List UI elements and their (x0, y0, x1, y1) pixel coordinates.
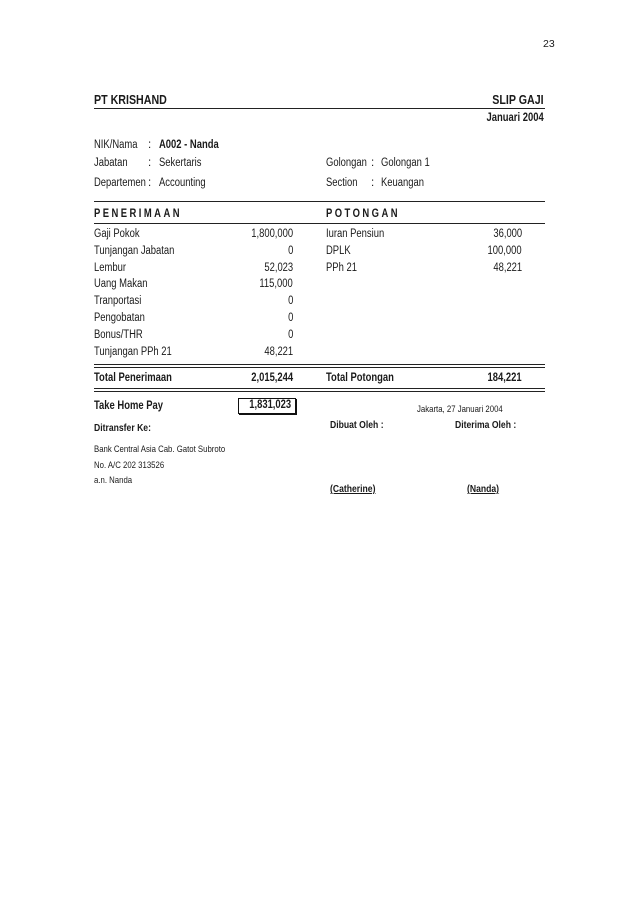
totals-bottom-rule-1 (94, 388, 545, 389)
totals-top-rule-2 (94, 367, 545, 368)
company-name: PT KRISHAND (94, 92, 167, 107)
nik-label: NIK/Nama (94, 139, 138, 151)
golongan-label: Golongan (326, 157, 367, 169)
potongan-label-0: Iuran Pensiun (326, 228, 385, 240)
received-by-name: (Nanda) (467, 483, 500, 495)
penerimaan-value-5: 0 (287, 312, 293, 324)
heading-rule (94, 223, 545, 224)
penerimaan-value-6: 0 (287, 329, 293, 341)
document-title: SLIP GAJI (492, 92, 544, 107)
jabatan-label: Jabatan (94, 157, 128, 169)
jabatan-value: Sekertaris (159, 157, 202, 169)
header-rule (94, 108, 545, 109)
section-label: Section (326, 177, 358, 189)
penerimaan-label-4: Tranportasi (94, 295, 142, 307)
total-penerimaan-label: Total Penerimaan (94, 372, 172, 384)
golongan-value: Golongan 1 (381, 157, 430, 169)
penerimaan-label-0: Gaji Pokok (94, 228, 140, 240)
info-rule (94, 201, 545, 202)
total-potongan-label: Total Potongan (326, 372, 394, 384)
place-date: Jakarta, 27 Januari 2004 (417, 404, 504, 415)
potongan-value-1: 100,000 (487, 245, 522, 257)
total-potongan-value: 184,221 (487, 372, 522, 384)
penerimaan-label-2: Lembur (94, 262, 126, 274)
penerimaan-label-5: Pengobatan (94, 312, 145, 324)
penerimaan-label-1: Tunjangan Jabatan (94, 245, 175, 257)
nik-colon: : (148, 139, 152, 151)
section-value: Keuangan (381, 177, 425, 189)
penerimaan-label-3: Uang Makan (94, 278, 148, 290)
penerimaan-value-4: 0 (287, 295, 293, 307)
potongan-label-1: DPLK (326, 245, 351, 257)
period: Januari 2004 (486, 112, 544, 124)
take-home-label: Take Home Pay (94, 400, 164, 412)
jabatan-colon: : (148, 157, 152, 169)
received-by-label: Diterima Oleh : (455, 419, 517, 431)
departemen-colon: : (148, 177, 152, 189)
transfer-bank: Bank Central Asia Cab. Gatot Subroto (94, 444, 226, 455)
transfer-holder: a.n. Nanda (94, 475, 133, 486)
potongan-value-0: 36,000 (493, 228, 522, 240)
penerimaan-label-6: Bonus/THR (94, 329, 143, 341)
made-by-label: Dibuat Oleh : (330, 419, 384, 431)
page-number: 23 (543, 38, 555, 50)
potongan-label-2: PPh 21 (326, 262, 357, 274)
penerimaan-value-0: 1,800,000 (251, 228, 293, 240)
potongan-heading: POTONGAN (326, 208, 401, 220)
transfer-account: No. A/C 202 313526 (94, 460, 165, 471)
totals-bottom-rule-2 (94, 391, 545, 392)
departemen-label: Departemen (94, 177, 146, 189)
penerimaan-value-1: 0 (287, 245, 293, 257)
penerimaan-label-7: Tunjangan PPh 21 (94, 346, 172, 358)
potongan-value-2: 48,221 (493, 262, 522, 274)
penerimaan-value-2: 52,023 (264, 262, 293, 274)
section-colon: : (371, 177, 375, 189)
made-by-name: (Catherine) (330, 483, 376, 495)
golongan-colon: : (371, 157, 375, 169)
transfer-label: Ditransfer Ke: (94, 422, 151, 434)
totals-top-rule-1 (94, 364, 545, 365)
penerimaan-value-7: 48,221 (264, 346, 293, 358)
nik-value: A002 - Nanda (159, 139, 219, 151)
penerimaan-heading: PENERIMAAN (94, 208, 182, 220)
take-home-value: 1,831,023 (249, 399, 291, 411)
penerimaan-value-3: 115,000 (259, 278, 293, 290)
departemen-value: Accounting (159, 177, 206, 189)
total-penerimaan-value: 2,015,244 (251, 372, 293, 384)
